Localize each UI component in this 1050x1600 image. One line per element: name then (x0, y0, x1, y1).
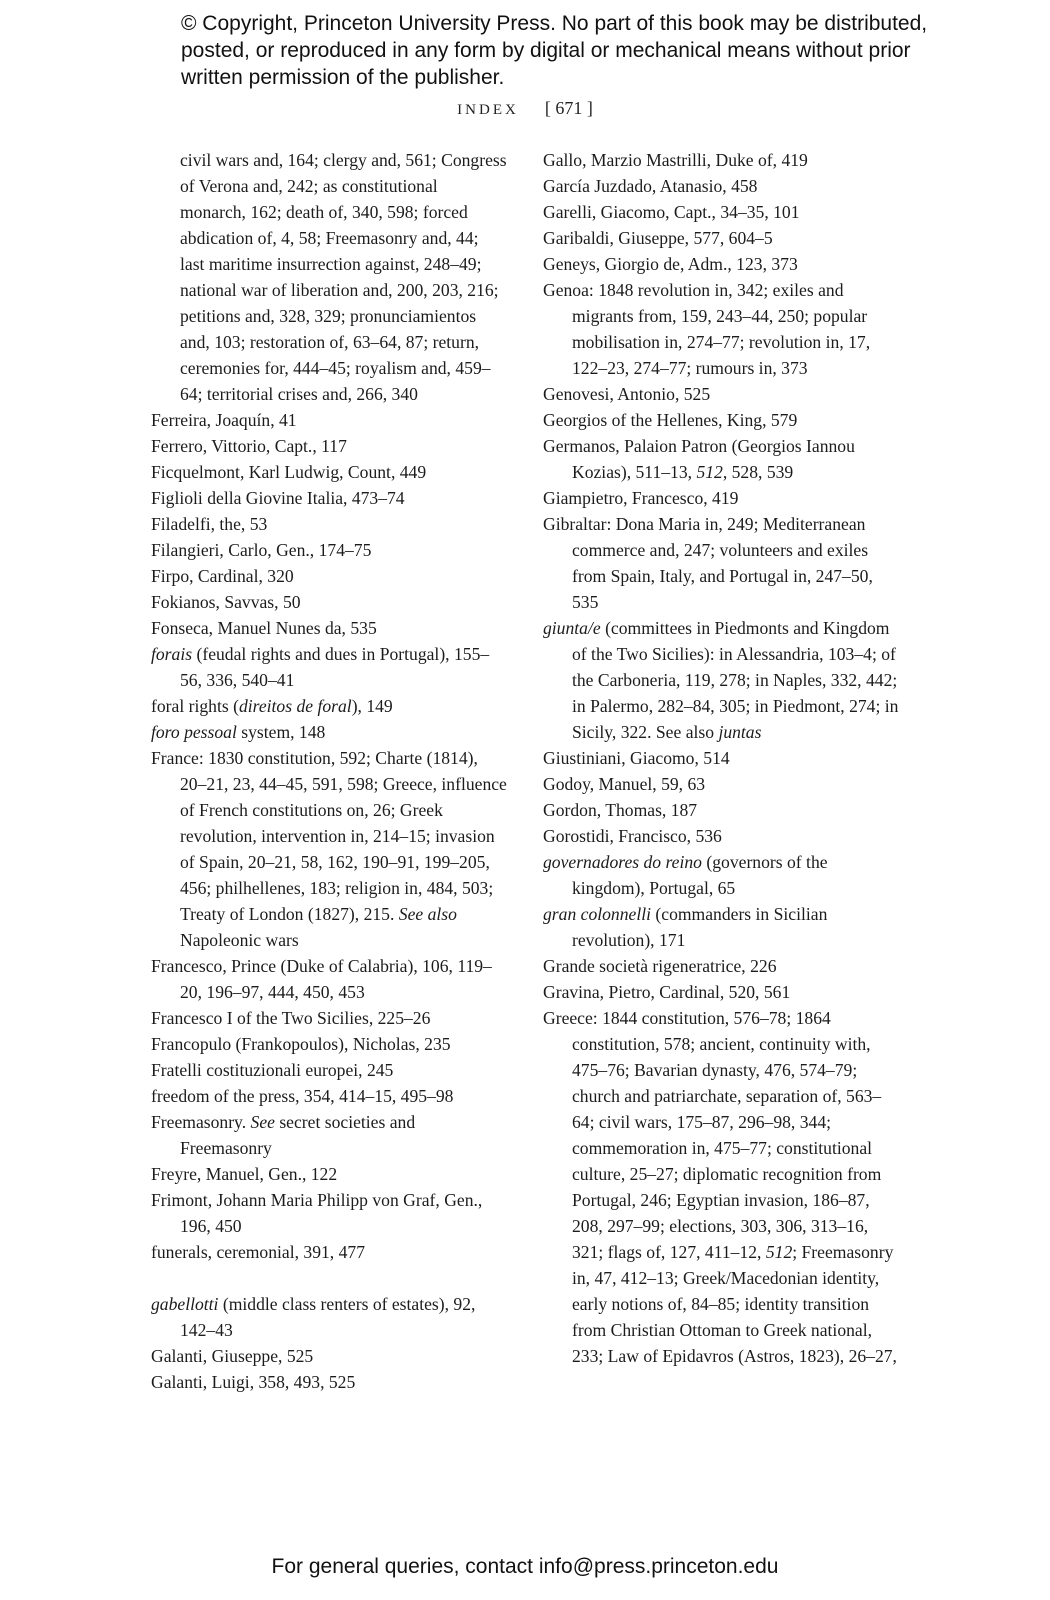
copyright-notice: © Copyright, Princeton University Press. No part of this book may be distributed, posted, or reproduced in any form by digital or mechanical means without prior written permission of the publisher. (181, 12, 928, 89)
index-entry-italic-text: See also (398, 904, 457, 924)
index-entry-text: system, 148 (236, 722, 326, 742)
index-entry (543, 147, 899, 173)
running-head (0, 98, 1050, 119)
index-entry-text: Gravina, Pietro, Cardinal, 520, 561 (543, 982, 791, 1002)
index-entry-text: (committees in Piedmonts and Kingdom of the Two Sicilies): in Alessandria, 103–4; of the Carboneria, 119, 278; in Naples, 332, 442; in Palermo, 282–84, 305; in Piedmont, 274; in Sicily, 322. See also (572, 618, 899, 742)
index-entry (543, 849, 899, 901)
index-entry-text: Garibaldi, Giuseppe, 577, 604–5 (543, 228, 773, 248)
index-entry-text: Fratelli costituzionali europei, 245 (151, 1060, 394, 1080)
index-entry (543, 953, 899, 979)
index-entry-italic-text: 512 (765, 1242, 793, 1262)
index-entry (151, 511, 507, 537)
index-entry-text: Giustiniani, Giacomo, 514 (543, 748, 730, 768)
index-entry-text: Genovesi, Antonio, 525 (543, 384, 711, 404)
index-entry-text: Frimont, Johann Maria Philipp von Graf, Gen., 196, 450 (151, 1190, 483, 1236)
index-entry-text: Napoleonic wars (180, 930, 299, 950)
index-entry (151, 1343, 507, 1369)
index-entry (543, 901, 899, 953)
index-entry (543, 511, 899, 615)
index-entry-italic-text: foro pessoal (151, 722, 237, 742)
index-entry (151, 563, 507, 589)
index-entry-text: Fokianos, Savvas, 50 (151, 592, 301, 612)
index-entry-text: Garelli, Giacomo, Capt., 34–35, 101 (543, 202, 800, 222)
index-entry (543, 745, 899, 771)
index-entry-text: Gibraltar: Dona Maria in, 249; Mediterranean commerce and, 247; volunteers and exiles from Spain, Italy, and Portugal in, 247–50, 535 (543, 514, 873, 612)
index-entry-text: (feudal rights and dues in Portugal), 155–56, 336, 540–41 (180, 644, 490, 690)
index-entry (543, 797, 899, 823)
index-entry-text: Genoa: 1848 revolution in, 342; exiles and migrants from, 159, 243–44, 250; popular mobilisation in, 274–77; revolution in, 17, 122–23, 274–77; rumours in, 373 (543, 280, 871, 378)
index-entry-text: Filadelfi, the, 53 (151, 514, 268, 534)
index-entry-text: Filangieri, Carlo, Gen., 174–75 (151, 540, 372, 560)
index-entry (151, 1057, 507, 1083)
index-entry (151, 641, 507, 693)
index-entry-text: Greece: 1844 constitution, 576–78; 1864 constitution, 578; ancient, continuity with, 475–76; Bavarian dynasty, 476, 574–79; church and patriarchate, separation of, 563–64; civil wars, 175–87, 296–98, 344; commemoration in, 475–77; constitutional culture, 25–27; diplomatic recognition from Portugal, 246; Egyptian invasion, 186–87, 208, 297–99; elections, 303, 306, 313–16, 321; flags of, 127, 411–12, (543, 1008, 882, 1262)
index-entry (151, 1291, 507, 1343)
index-entry-text: Freyre, Manuel, Gen., 122 (151, 1164, 338, 1184)
index-entry-text: Ficquelmont, Karl Ludwig, Count, 449 (151, 462, 427, 482)
index-entry-text: foral rights ( (151, 696, 239, 716)
index-entry (151, 537, 507, 563)
index-entry (151, 1109, 507, 1161)
index-entry-italic-text: gran colonnelli (543, 904, 651, 924)
index-entry (543, 173, 899, 199)
footer-contact: For general queries, contact info@press.princeton.edu (271, 1555, 779, 1578)
index-entry (543, 407, 899, 433)
index-entry-text: Ferreira, Joaquín, 41 (151, 410, 297, 430)
index-entry (151, 589, 507, 615)
index-entry (151, 693, 507, 719)
index-entry-text: Figlioli della Giovine Italia, 473–74 (151, 488, 405, 508)
index-entry-text: Giampietro, Francesco, 419 (543, 488, 739, 508)
index-entry-italic-text: direitos de foral (238, 696, 352, 716)
index-entry (151, 459, 507, 485)
section-title: INDEX (457, 102, 519, 118)
index-entry-text: Germanos, Palaion Patron (Georgios Iannou Kozias), 511–13, (543, 436, 855, 482)
index-entry (151, 1005, 507, 1031)
page-number: [ 671 ] (544, 98, 593, 118)
index-entry-italic-text: juntas (718, 722, 762, 742)
index-entry-text: Galanti, Giuseppe, 525 (151, 1346, 314, 1366)
index-entry-text: Freemasonry. (151, 1112, 251, 1132)
index-entry-text: Francesco, Prince (Duke of Calabria), 106, 119–20, 196–97, 444, 450, 453 (151, 956, 492, 1002)
index-entry (151, 407, 507, 433)
index-entry (151, 953, 507, 1005)
index-entry-text: Godoy, Manuel, 59, 63 (543, 774, 706, 794)
index-entry (151, 745, 507, 953)
index-entry-text: , 528, 539 (722, 462, 794, 482)
index-entry-italic-text: forais (151, 644, 193, 664)
index-entry-text: Geneys, Giorgio de, Adm., 123, 373 (543, 254, 798, 274)
index-entry-text: Georgios of the Hellenes, King, 579 (543, 410, 798, 430)
index-entry (151, 1239, 507, 1265)
index-entry (543, 485, 899, 511)
index-entry-text: (middle class renters of estates), 92, 142–43 (180, 1294, 476, 1340)
index-entry-text: secret societies and Freemasonry (180, 1112, 416, 1158)
index-entry (151, 1187, 507, 1239)
index-entry-text: Gordon, Thomas, 187 (543, 800, 698, 820)
index-entry-italic-text: See (250, 1112, 275, 1132)
index-entry-text: Galanti, Luigi, 358, 493, 525 (151, 1372, 356, 1392)
index-entry (151, 1161, 507, 1187)
index-entry (151, 1083, 507, 1109)
index-entry (543, 225, 899, 251)
index-entry-text: Francesco I of the Two Sicilies, 225–26 (151, 1008, 431, 1028)
index-entry (151, 485, 507, 511)
index-entry-text: Ferrero, Vittorio, Capt., 117 (151, 436, 347, 456)
index-entry-text: (commanders in Sicilian revolution), 171 (572, 904, 828, 950)
index-entry (543, 199, 899, 225)
index-entry-text: García Juzdado, Atanasio, 458 (543, 176, 758, 196)
index-entry (151, 1369, 507, 1395)
index-entry (151, 433, 507, 459)
index-entry-italic-text: governadores do reino (543, 852, 702, 872)
index-entry (151, 719, 507, 745)
index-entry (543, 381, 899, 407)
index-entry-text: ; Freemasonry in, 47, 412–13; Greek/Macedonian identity, early notions of, 84–85; identity transition from Christian Ottoman to Greek national, 233; Law of Epidavros (Astros, 1823), 26–27, (572, 1242, 897, 1366)
index-entry (151, 1031, 507, 1057)
index-entry-text: Gorostidi, Francisco, 536 (543, 826, 722, 846)
index-entry (543, 433, 899, 485)
index-column-left (151, 147, 507, 1395)
index-entry-text: Firpo, Cardinal, 320 (151, 566, 294, 586)
index-entry-text: ), 149 (351, 696, 393, 716)
index-entry-text: Grande società rigeneratrice, 226 (543, 956, 777, 976)
index-entry-italic-text: gabellotti (151, 1294, 219, 1314)
index-entry-text: civil wars and, 164; clergy and, 561; Congress of Verona and, 242; as constitutional monarch, 162; death of, 340, 598; forced abdication of, 4, 58; Freemasonry and, 44; last maritime insurrection against, 248–49; national war of liberation and, 200, 203, 216; petitions and, 328, 329; pronunciamientos and, 103; restoration of, 63–64, 87; return, ceremonies for, 444–45; royalism and, 459–64; territorial crises and, 266, 340 (180, 150, 507, 404)
index-entry-text: Francopulo (Frankopoulos), Nicholas, 235 (151, 1034, 451, 1054)
index-column-right (543, 147, 899, 1369)
index-entry (543, 771, 899, 797)
index-entry (543, 979, 899, 1005)
index-entry (543, 251, 899, 277)
index-entry (543, 277, 899, 381)
index-entry (543, 1005, 899, 1369)
index-entry-continued (151, 147, 507, 407)
index-entry-text: France: 1830 constitution, 592; Charte (1814), 20–21, 23, 44–45, 591, 598; Greece, influence of French constitutions on, 26; Greek revolution, intervention in, 214–15; invasion of Spain, 20–21, 58, 162, 190–91, 199–205, 456; philhellenes, 183; religion in, 484, 503; Treaty of London (1827), 215. (151, 748, 507, 924)
index-entry (543, 823, 899, 849)
index-entry (151, 615, 507, 641)
index-entry-italic-text: 512 (696, 462, 723, 482)
index-entry-text: funerals, ceremonial, 391, 477 (151, 1242, 365, 1262)
index-entry-text: freedom of the press, 354, 414–15, 495–98 (151, 1086, 454, 1106)
index-entry (543, 615, 899, 745)
index-spacer (151, 1265, 507, 1291)
index-entry-italic-text: giunta/e (543, 618, 601, 638)
index-entry-text: Fonseca, Manuel Nunes da, 535 (151, 618, 377, 638)
index-entry-text: (governors of the kingdom), Portugal, 65 (572, 852, 828, 898)
index-entry-text: Gallo, Marzio Mastrilli, Duke of, 419 (543, 150, 808, 170)
